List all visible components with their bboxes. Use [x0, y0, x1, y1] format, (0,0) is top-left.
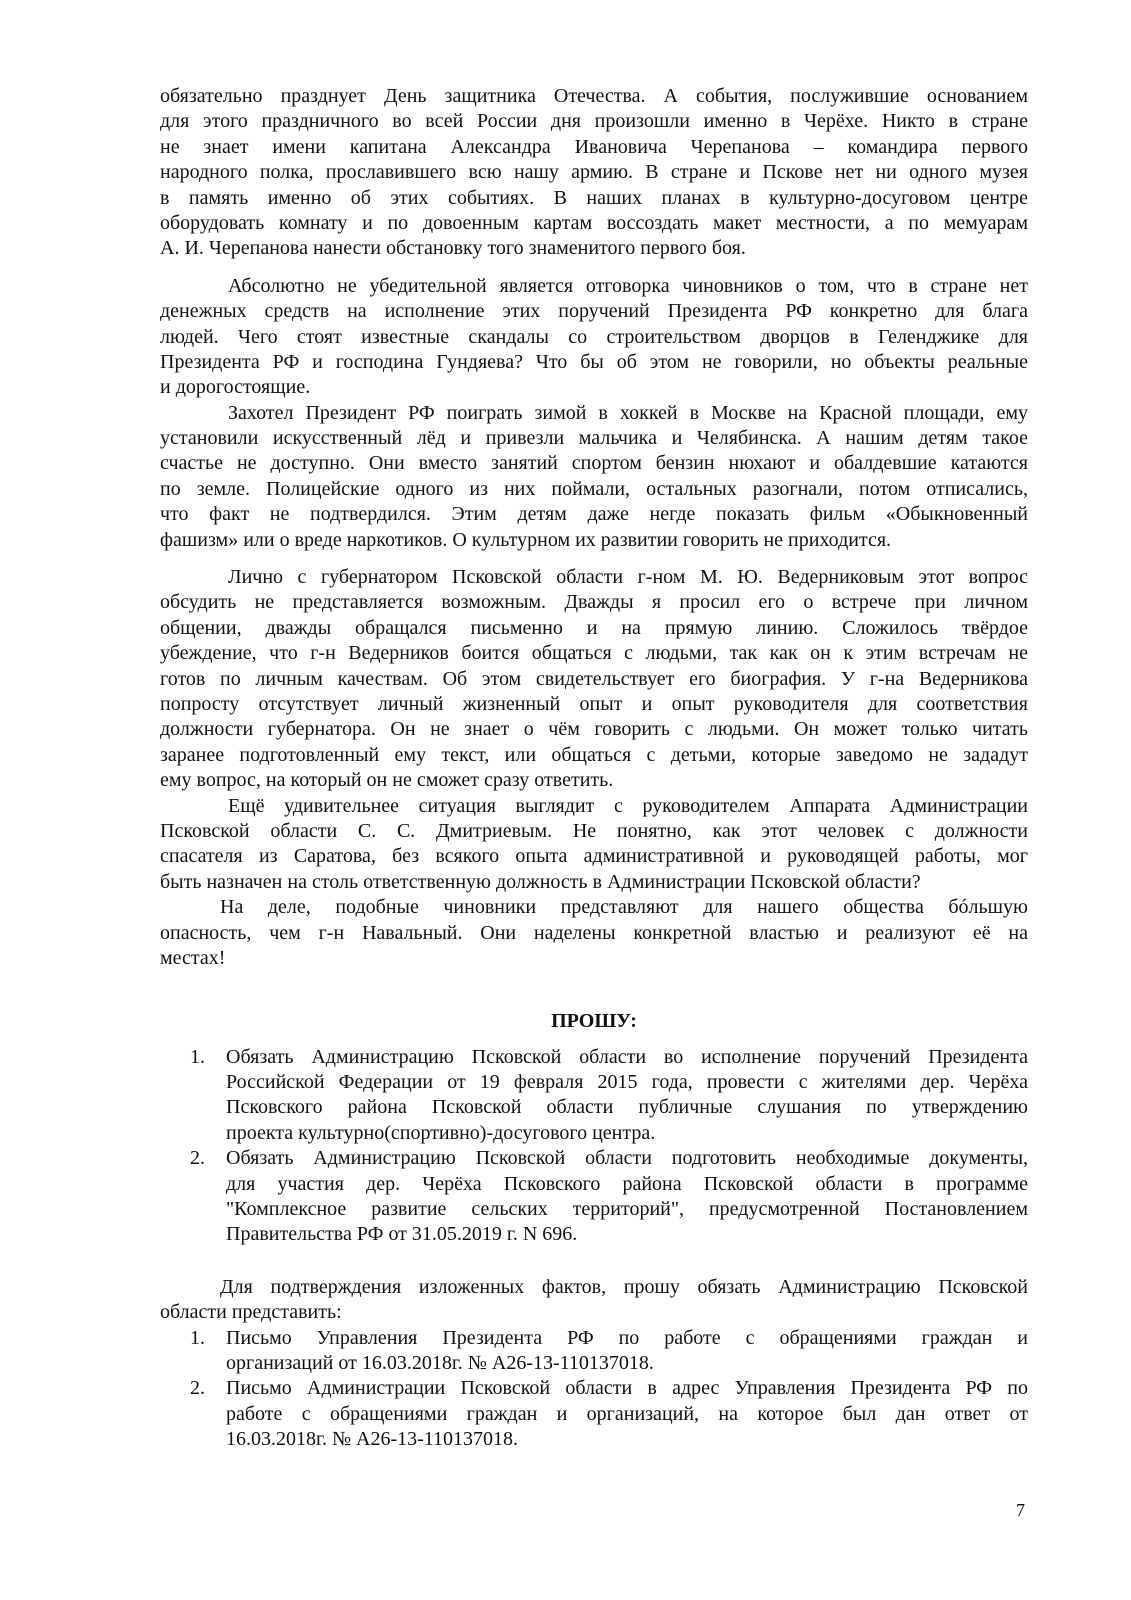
text-line: проекта культурно(спортивно)-досугового центра.: [226, 1121, 656, 1144]
list-item: [160, 1146, 1028, 1248]
text-line: Письмо Управления Президента РФ по работе с обращениями граждан и: [226, 1326, 1028, 1349]
text-line: обязательно празднует День защитника Отечества. А события, послужившие основанием: [160, 85, 1028, 107]
request-title: ПРОШУ:: [551, 1010, 637, 1033]
list-number: 2.: [190, 1147, 205, 1170]
paragraph: [160, 565, 1028, 794]
list-number: 2.: [190, 1377, 205, 1400]
text-line: Абсолютно не убедительной является отговорка чиновников о том, что в стране нет: [228, 274, 1028, 297]
text-line: ему вопрос, на который он не сможет сразу ответить.: [160, 769, 614, 792]
list-number: 1.: [190, 1326, 205, 1349]
text-line: фашизм» или о вреде наркотиков. О культурном их развитии говорить не приходится.: [160, 528, 892, 551]
text-line: Президента РФ и господина Гундяева? Что бы об этом не говорили, но объекты реальные: [160, 350, 1028, 373]
text-line: попросту отсутствует личный жизненный опыт и опыт руководителя для соответствия: [160, 692, 1028, 715]
text-line: Российской Федерации от 19 февраля 2015 года, провести с жителями дер. Черёха: [226, 1071, 1028, 1094]
text-line: народного полка, прославившего всю нашу армию. В стране и Пскове нет ни одного музея: [160, 161, 1028, 184]
page-number: 7: [1016, 1500, 1025, 1520]
text-line: "Комплексное развитие сельских территорий", предусмотренной Постановлением: [226, 1198, 1028, 1221]
text-line: для участия дер. Черёха Псковского района Псковской области в программе: [226, 1172, 1028, 1195]
evidence-intro: [160, 1275, 1028, 1326]
text-line: оборудовать комнату и по довоенным картам воссоздать макет местности, а по мемуарам: [160, 211, 1028, 234]
text-line: опасность, чем г-н Навальный. Они наделены конкретной властью и реализуют её на: [160, 921, 1028, 944]
text-line: заранее подготовленный ему текст, или общаться с детьми, которые заведомо не зададут: [160, 743, 1028, 766]
text-line: счастье не доступно. Они вместо занятий спортом бензин нюхают и обалдевшие катаются: [160, 452, 1028, 475]
text-line: местах!: [160, 946, 226, 969]
document-page: [160, 84, 1028, 1453]
text-line: установили искусственный лёд и привезли мальчика и Челябинска. А нашим детям такое: [160, 427, 1028, 450]
text-line: по земле. Полицейские одного из них поймали, остальных разогнали, потом отписались,: [160, 477, 1028, 500]
text-line: работе с обращениями граждан и организаций, на которое был дан ответ от: [226, 1402, 1028, 1425]
text-line: А. И. Черепанова нанести обстановку того знаменитого первого боя.: [160, 237, 746, 260]
text-line: организаций от 16.03.2018г. № А26-13-110137018.: [226, 1351, 654, 1374]
text-line: На деле, подобные чиновники представляют для нашего общества бóльшую: [220, 896, 1028, 919]
text-line: и дорогостоящие.: [160, 376, 311, 399]
paragraph: [160, 895, 1028, 971]
paragraph: [160, 794, 1028, 896]
text-line: в память именно об этих событиях. В наших планах в культурно-досуговом центре: [160, 186, 1028, 209]
text-line: Захотел Президент РФ поиграть зимой в хоккей в Москве на Красной площади, ему: [228, 401, 1028, 424]
text-line: людей. Чего стоят известные скандалы со строительством дворцов в Геленджике для: [160, 325, 1028, 348]
text-line: Обязать Администрацию Псковской области подготовить необходимые документы,: [226, 1147, 1028, 1170]
text-line: быть назначен на столь ответственную должность в Администрации Псковской области?: [160, 870, 921, 893]
text-line: спасателя из Саратова, без всякого опыта административной и руководящей работы, мог: [160, 845, 1028, 868]
list-item: [160, 1326, 1028, 1377]
text-line: Псковской области С. С. Дмитриевым. Не понятно, как этот человек с должности: [160, 819, 1028, 842]
text-line: Для подтверждения изложенных фактов, прошу обязать Администрацию Псковской: [220, 1275, 1028, 1298]
text-line: обсудить не представляется возможным. Дважды я просил его о встрече при личном: [160, 591, 1028, 614]
text-line: денежных средств на исполнение этих поручений Президента РФ конкретно для блага: [160, 300, 1028, 323]
text-line: не знает имени капитана Александра Ивановича Черепанова – командира первого: [160, 135, 1028, 158]
text-line: Ещё удивительнее ситуация выглядит с руководителем Аппарата Администрации: [228, 794, 1028, 817]
text-line: убеждение, что г-н Ведерников боится общаться с людьми, так как он к этим встречам не: [160, 642, 1028, 665]
text-line: области представить:: [160, 1301, 342, 1324]
list-number: 1.: [190, 1045, 205, 1068]
list-item: [160, 1045, 1028, 1147]
text-line: готов по личным качествам. Об этом свидетельствует его биография. У г-на Ведерникова: [160, 667, 1028, 690]
paragraph: [160, 84, 1028, 262]
text-line: для этого праздничного во всей России дня произошли именно в Черёхе. Никто в стране: [160, 110, 1028, 133]
text-line: Правительства РФ от 31.05.2019 г. N 696.: [226, 1223, 578, 1246]
paragraph: [160, 401, 1028, 553]
text-line: Обязать Администрацию Псковской области во исполнение поручений Президента: [226, 1045, 1028, 1068]
text-line: общении, дважды обращался письменно и на прямую линию. Сложилось твёрдое: [160, 616, 1028, 639]
text-line: Псковского района Псковской области публичные слушания по утверждению: [226, 1096, 1028, 1119]
list-item: [160, 1376, 1028, 1452]
text-line: что факт не подтвердился. Этим детям даже негде показать фильм «Обыкновенный: [160, 503, 1028, 526]
text-line: 16.03.2018г. № А26-13-110137018.: [226, 1428, 519, 1451]
text-line: должности губернатора. Он не знает о чём говорить с людьми. Он может только читать: [160, 718, 1028, 741]
paragraph: [160, 274, 1028, 401]
text-line: Лично с губернатором Псковской области г-ном М. Ю. Ведерниковым этот вопрос: [228, 566, 1028, 589]
text-line: Письмо Администрации Псковской области в адрес Управления Президента РФ по: [226, 1377, 1028, 1400]
